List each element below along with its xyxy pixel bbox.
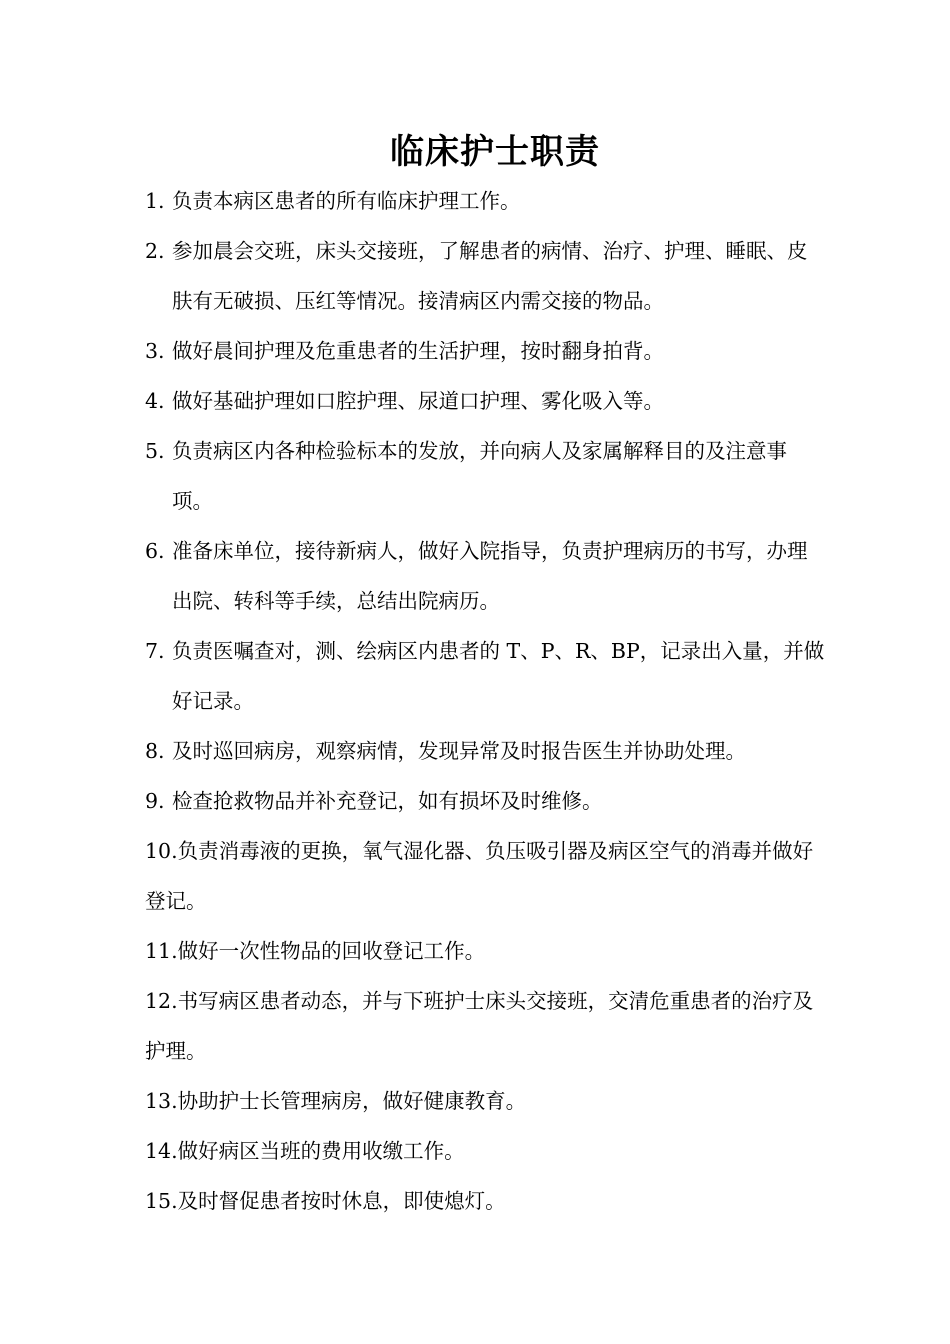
item-text: 负责本病区患者的所有临床护理工作。	[172, 189, 521, 213]
item-text: 做好晨间护理及危重患者的生活护理，按时翻身拍背。	[172, 339, 664, 363]
document-title: 临床护士职责	[390, 132, 600, 172]
list-item	[145, 776, 825, 826]
item-number: 15.	[145, 1189, 178, 1213]
item-number: 7.	[145, 639, 165, 663]
list-item	[145, 626, 825, 726]
item-number: 11.	[145, 939, 178, 963]
list-item	[145, 226, 825, 326]
item-text: 准备床单位，接待新病人，做好入院指导，负责护理病历的书写，办理出院、转科等手续，总结出院病历。	[172, 539, 808, 613]
item-number: 8.	[145, 739, 165, 763]
item-number: 5.	[145, 439, 165, 463]
item-text: 检查抢救物品并补充登记，如有损坏及时维修。	[172, 789, 603, 813]
list-item	[145, 726, 825, 776]
item-text: 负责消毒液的更换，氧气湿化器、负压吸引器及病区空气的消毒并做好登记。	[145, 839, 814, 913]
item-number: 13.	[145, 1089, 178, 1113]
item-number: 2.	[145, 239, 165, 263]
item-text: 做好病区当班的费用收缴工作。	[177, 1139, 465, 1163]
list-item	[145, 826, 825, 926]
list-item	[145, 926, 825, 976]
item-number: 12.	[145, 989, 178, 1013]
item-number: 3.	[145, 339, 165, 363]
item-text: 做好基础护理如口腔护理、尿道口护理、雾化吸入等。	[172, 389, 664, 413]
list-item	[145, 1076, 825, 1126]
list-item	[145, 526, 825, 626]
item-text: 及时督促患者按时休息，即使熄灯。	[177, 1189, 506, 1213]
duty-list	[145, 176, 825, 1226]
item-number: 9.	[145, 789, 165, 813]
item-text: 做好一次性物品的回收登记工作。	[177, 939, 486, 963]
item-number: 1.	[145, 189, 165, 213]
list-item	[145, 326, 825, 376]
item-text: 协助护士长管理病房，做好健康教育。	[177, 1089, 527, 1113]
list-item	[145, 976, 825, 1076]
item-number: 4.	[145, 389, 165, 413]
list-item	[145, 376, 825, 426]
item-number: 14.	[145, 1139, 178, 1163]
item-number: 10.	[145, 839, 178, 863]
item-number: 6.	[145, 539, 165, 563]
item-text: 参加晨会交班，床头交接班，了解患者的病情、治疗、护理、睡眠、皮肤有无破损、压红等情况。接清病区内需交接的物品。	[172, 239, 808, 313]
item-text: 书写病区患者动态，并与下班护士床头交接班，交清危重患者的治疗及护理。	[145, 989, 814, 1063]
list-item	[145, 176, 825, 226]
item-text: 负责医嘱查对，测、绘病区内患者的 T、P、R、BP，记录出入量，并做好记录。	[172, 639, 825, 713]
list-item	[145, 426, 825, 526]
item-text: 负责病区内各种检验标本的发放，并向病人及家属解释目的及注意事项。	[172, 439, 787, 513]
list-item	[145, 1176, 825, 1226]
list-item	[145, 1126, 825, 1176]
item-text: 及时巡回病房，观察病情，发现异常及时报告医生并协助处理。	[172, 739, 746, 763]
